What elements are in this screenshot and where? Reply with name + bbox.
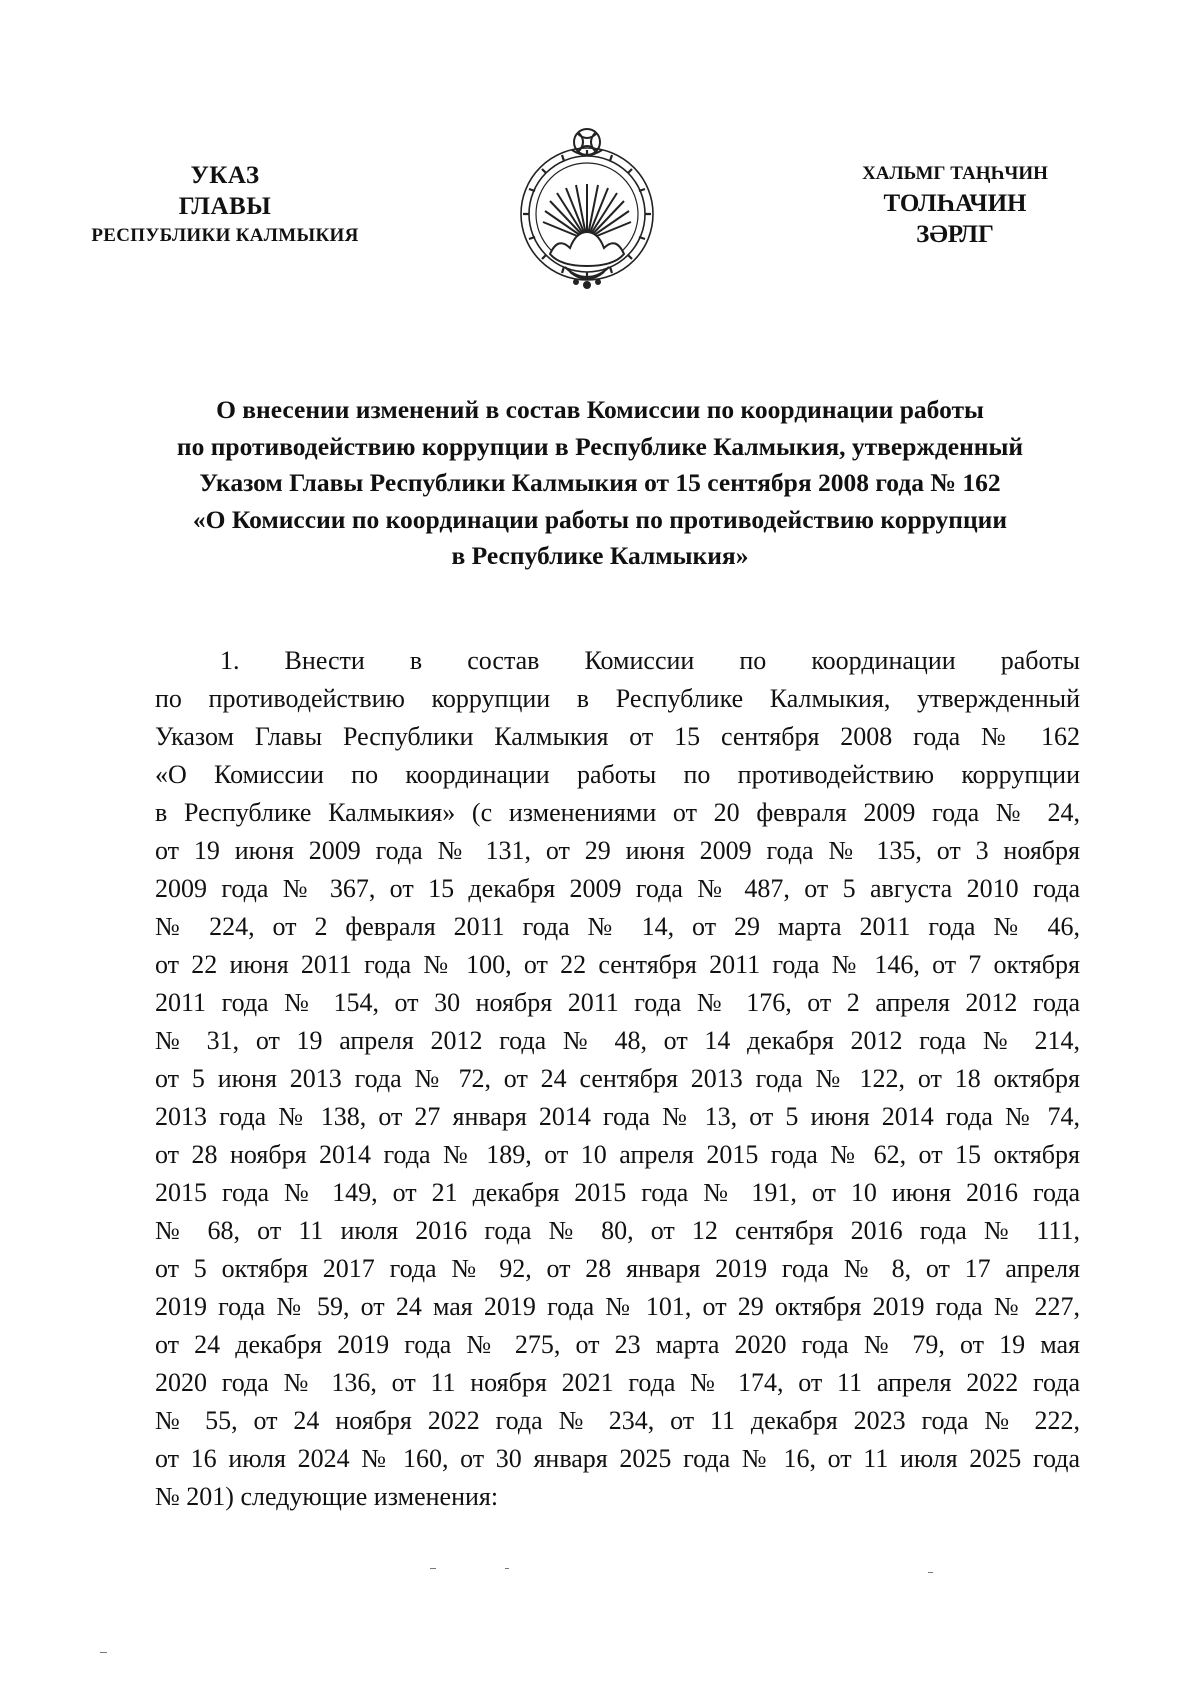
scan-speck xyxy=(928,1572,933,1573)
body-line: 2011 года № 154, от 30 ноября 2011 года № 176, от 2 апреля 2012 года xyxy=(155,988,1080,1017)
body-line: 2009 года № 367, от 15 декабря 2009 года № 487, от 5 августа 2010 года xyxy=(155,874,1080,903)
body-line: по противодействию коррупции в Республике Калмыкия, утвержденный xyxy=(155,684,1080,713)
title-line: в Республике Калмыкия» xyxy=(451,541,749,570)
body-line: от 5 октября 2017 года № 92, от 28 января 2019 года № 8, от 17 апреля xyxy=(155,1254,1080,1283)
body-line: от 5 июня 2013 года № 72, от 24 сентября 2013 года № 122, от 18 октября xyxy=(155,1064,1080,1093)
title-line: «О Комиссии по координации работы по противодействию коррупции xyxy=(192,504,1008,534)
header-right-line2: ТОЛҺАЧИН xyxy=(883,190,1027,217)
document-title xyxy=(120,392,1080,575)
body-line: «О Комиссии по координации работы по противодействию коррупции xyxy=(155,760,1080,789)
body-line: 2019 года № 59, от 24 мая 2019 года № 101, от 29 октября 2019 года № 227, xyxy=(155,1292,1080,1321)
body-line: от 16 июля 2024 № 160, от 30 января 2025 года № 16, от 11 июля 2025 года xyxy=(155,1444,1080,1473)
body-line: № 68, от 11 июля 2016 года № 80, от 12 сентября 2016 года № 111, xyxy=(155,1216,1080,1245)
header-left-line1: УКАЗ xyxy=(190,162,260,189)
body-line: 1. Внести в состав Комиссии по координации работы xyxy=(220,646,1080,675)
header-right xyxy=(805,160,1105,250)
scan-speck xyxy=(100,1652,107,1653)
body-line: 2015 года № 149, от 21 декабря 2015 года № 191, от 10 июня 2016 года xyxy=(155,1178,1080,1207)
title-line: О внесении изменений в состав Комиссии по координации работы xyxy=(216,395,984,424)
body-line: № 224, от 2 февраля 2011 года № 14, от 29 марта 2011 года № 46, xyxy=(155,912,1080,941)
body-line: от 22 июня 2011 года № 100, от 22 сентября 2011 года № 146, от 7 октября xyxy=(155,950,1080,979)
header-right-line3: ЗӘРЛГ xyxy=(916,221,994,248)
body-line: № 55, от 24 ноября 2022 года № 234, от 11 декабря 2023 года № 222, xyxy=(155,1406,1080,1435)
header-left xyxy=(70,160,380,249)
scan-speck xyxy=(430,1568,436,1569)
header-right-line1: ХАЛЬМГ ТАҢҺЧИН xyxy=(862,163,1048,184)
body-line: Указом Главы Республики Калмыкия от 15 сентября 2008 года № 162 xyxy=(155,722,1080,751)
body-line: от 19 июня 2009 года № 131, от 29 июня 2009 года № 135, от 3 ноября xyxy=(155,836,1080,865)
coat-of-arms-icon xyxy=(510,122,665,294)
body-line: 2013 года № 138, от 27 января 2014 года № 13, от 5 июня 2014 года № 74, xyxy=(155,1102,1080,1131)
body-line: 2020 года № 136, от 11 ноября 2021 года № 174, от 11 апреля 2022 года xyxy=(155,1368,1080,1397)
body-paragraph xyxy=(155,642,1080,1516)
scan-speck xyxy=(505,1568,509,1569)
body-line: № 31, от 19 апреля 2012 года № 48, от 14 декабря 2012 года № 214, xyxy=(155,1026,1080,1055)
title-line: по противодействию коррупции в Республике Калмыкия, утвержденный xyxy=(176,431,1024,461)
header-left-line2: ГЛАВЫ xyxy=(178,193,272,220)
body-line: в Республике Калмыкия» (с изменениями от 20 февраля 2009 года № 24, xyxy=(155,798,1080,827)
title-line: Указом Главы Республики Калмыкия от 15 сентября 2008 года № 162 xyxy=(199,468,1001,497)
body-line: № 201) следующие изменения: xyxy=(155,1482,499,1511)
body-line: от 28 ноября 2014 года № 189, от 10 апреля 2015 года № 62, от 15 октября xyxy=(155,1140,1080,1169)
body-line: от 24 декабря 2019 года № 275, от 23 марта 2020 года № 79, от 19 мая xyxy=(155,1330,1080,1359)
header-left-line3: РЕСПУБЛИКИ КАЛМЫКИЯ xyxy=(91,225,359,246)
